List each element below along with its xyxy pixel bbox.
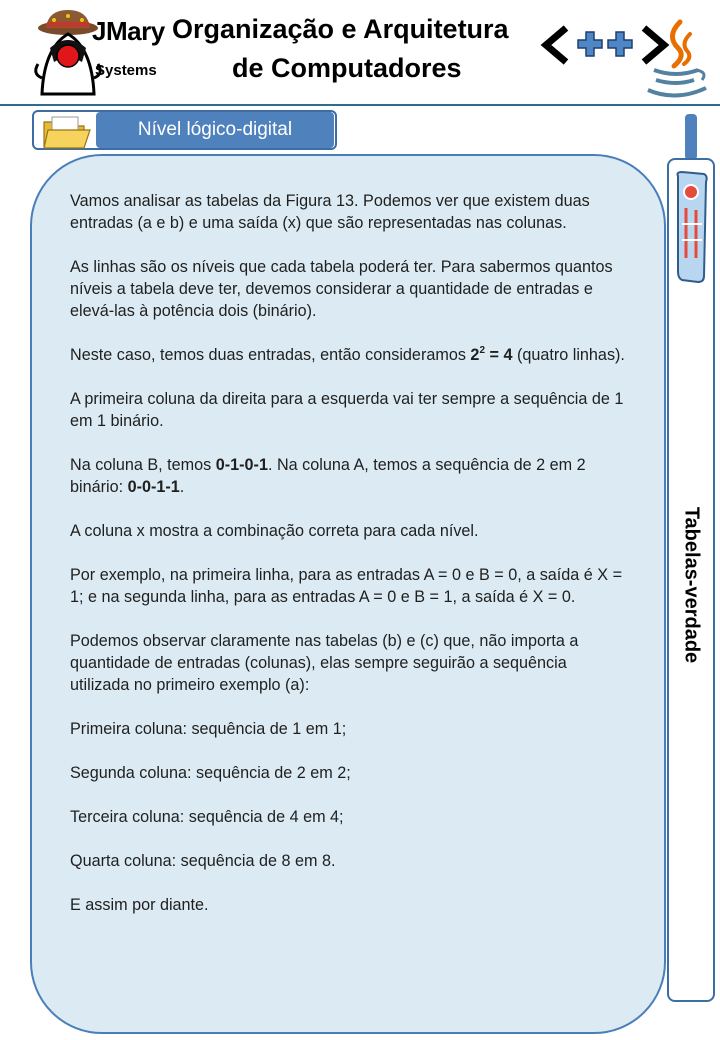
content-body	[70, 190, 630, 938]
paragraph: Por exemplo, na primeira linha, para as entradas A = 0 e B = 0, a saída é X = 1; e na segunda linha, para as entradas A = 0 e B = 1, a saída é X = 0.	[70, 566, 623, 606]
folder-icon	[40, 114, 92, 150]
brand-name: JMary	[92, 16, 165, 46]
paragraph: Segunda coluna: sequência de 2 em 2;	[70, 764, 351, 782]
section-header	[32, 110, 337, 150]
paragraph: Primeira coluna: sequência de 1 em 1;	[70, 720, 347, 738]
paragraph: A coluna x mostra a combinação correta para cada nível.	[70, 522, 479, 540]
side-tab-label	[662, 500, 720, 670]
paragraph: Quarta coluna: sequência de 8 em 8.	[70, 852, 336, 870]
java-logo-icon	[644, 18, 710, 104]
header-divider	[0, 104, 720, 106]
paragraph: Podemos observar claramente nas tabelas (b) e (c) que, não importa a quantidade de entradas (colunas), elas sempre seguirão a sequência utilizada no primeiro exemplo (a):	[70, 632, 579, 694]
newspaper-icon	[674, 168, 710, 286]
paragraph: As linhas são os níveis que cada tabela poderá ter. Para sabermos quantos níveis a tabela deve ter, devemos considerar a quantidade de entradas e elevá-las à potência dois (binário).	[70, 258, 613, 320]
paragraph-sequence: Na coluna B, temos 0-1-0-1. Na coluna A, temos a sequência de 2 em 2 binário: 0-0-1-1.	[70, 456, 586, 496]
side-tab-connector	[685, 114, 697, 160]
paragraph-formula: Neste caso, temos duas entradas, então consideramos $2^2 = 4$ (quatro linhas).	[70, 345, 625, 364]
header	[0, 0, 720, 106]
section-title: Nível lógico-digital	[96, 112, 334, 148]
paragraph: Terceira coluna: sequência de 4 em 4;	[70, 808, 344, 826]
paragraph: A primeira coluna da direita para a esquerda vai ter sempre a sequência de 1 em 1 binário.	[70, 390, 624, 430]
brand-subtitle: Systems	[95, 62, 157, 79]
paragraph: E assim por diante.	[70, 896, 209, 914]
page-title-line1: Organização e Arquitetura	[172, 14, 509, 44]
page-title-line2: de Computadores	[232, 53, 462, 83]
side-tab-text: Tabelas-verdade	[680, 506, 703, 664]
paragraph: Vamos analisar as tabelas da Figura 13. Podemos ver que existem duas entradas (a e b) e uma saída (x) que são representadas nas colunas.	[70, 192, 590, 232]
